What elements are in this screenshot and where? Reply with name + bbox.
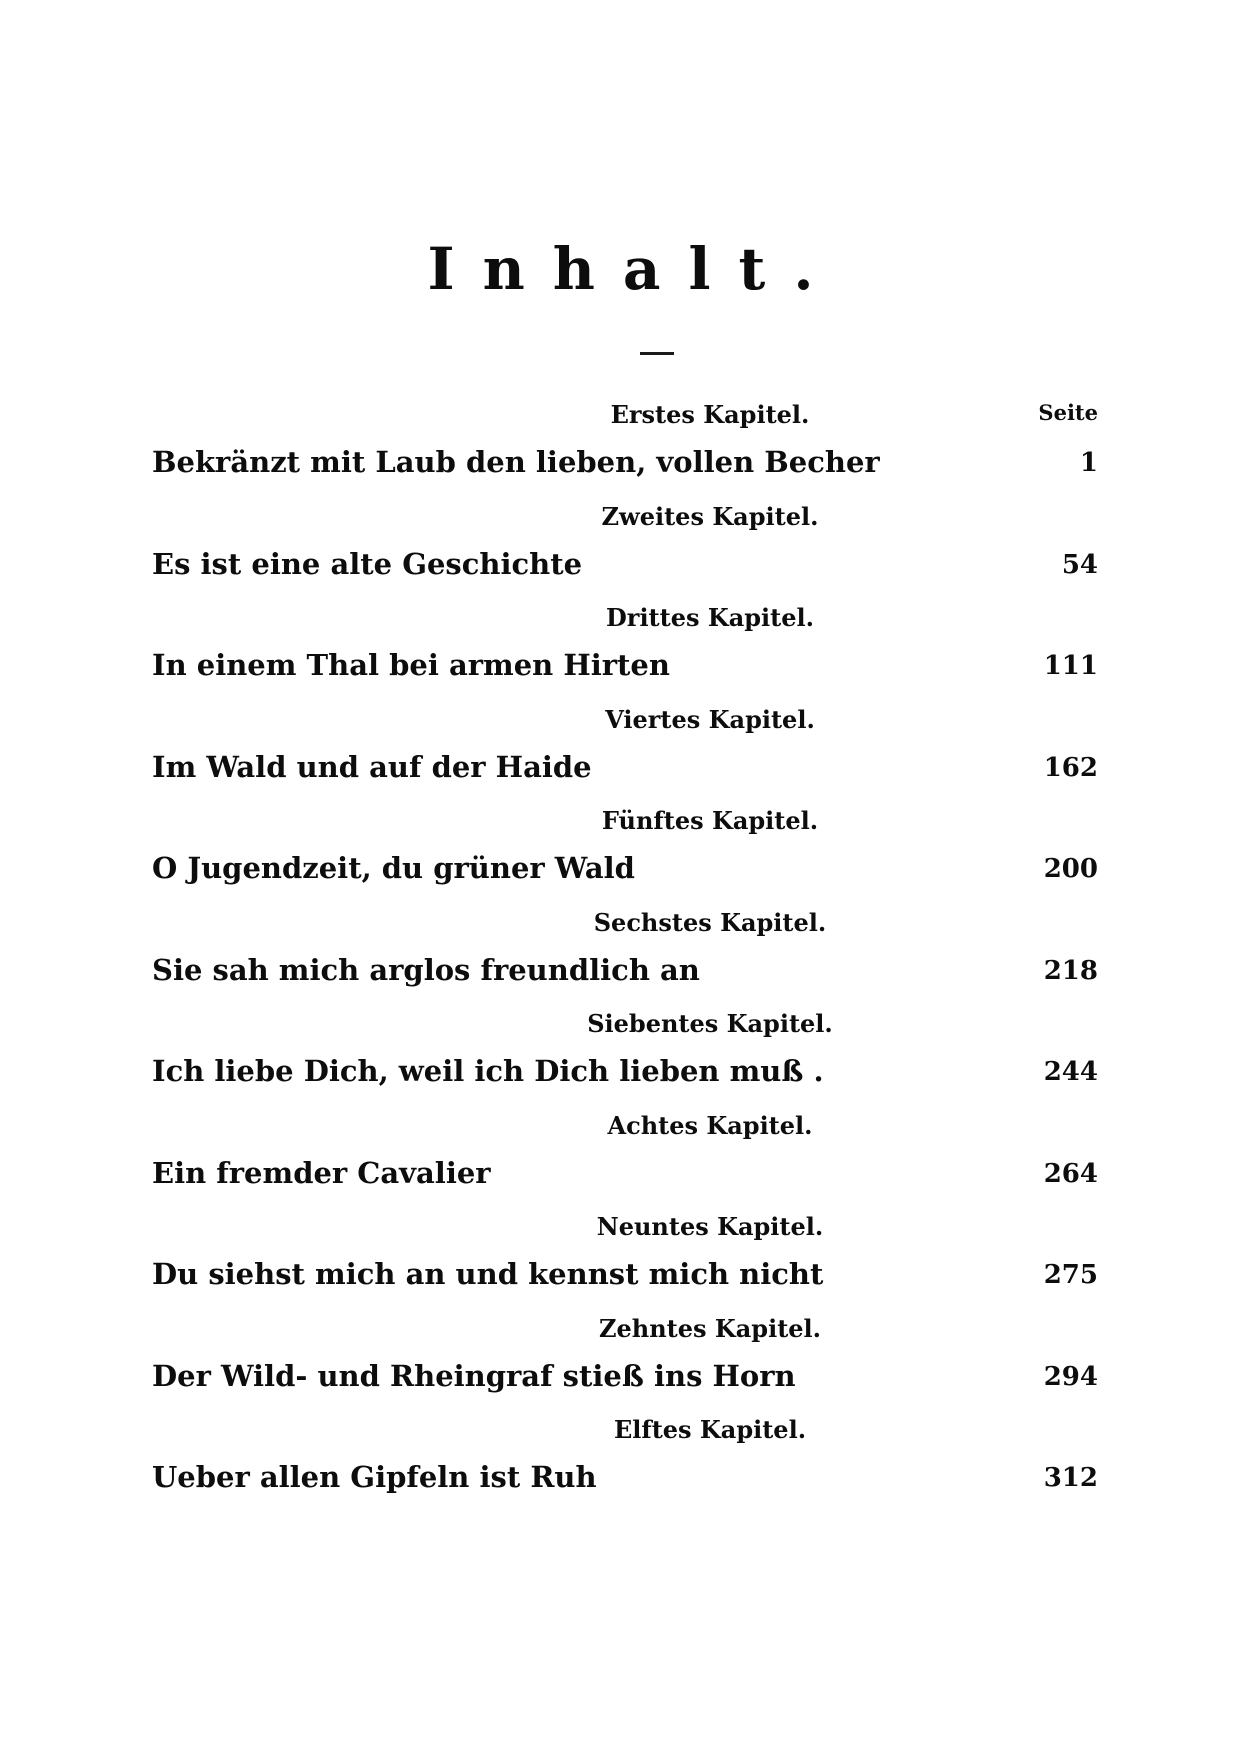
chapter-label: Zweites Kapitel. [601, 501, 819, 531]
page-column-header: Seite [1038, 400, 1098, 425]
chapter-label: Zehntes Kapitel. [598, 1313, 822, 1343]
chapter-label: Elftes Kapitel. [613, 1415, 807, 1444]
toc-entry [152, 1004, 1098, 1106]
chapter-label: Erstes Kapitel. [610, 400, 810, 429]
chapter-label: Siebentes Kapitel. [587, 1009, 833, 1038]
chapter-title: Der Wild- und Rheingraf stieß ins Horn [152, 1358, 796, 1393]
chapter-title: O Jugendzeit, du grüner Wald [152, 851, 635, 885]
page-title: Inhalt. [427, 235, 842, 303]
chapter-page-number: 294 [1043, 1361, 1098, 1392]
chapter-label: Viertes Kapitel. [605, 704, 815, 734]
chapter-title: Ein fremder Cavalier [152, 1155, 491, 1190]
chapter-label: Fünftes Kapitel. [601, 806, 819, 835]
chapter-page-number: 111 [1043, 651, 1098, 681]
chapter-title: Du siehst mich an und kennst mich nicht [152, 1257, 824, 1291]
toc-entry [152, 395, 1098, 497]
toc-entry [152, 1410, 1098, 1512]
chapter-label: Neuntes Kapitel. [596, 1212, 824, 1241]
table-of-contents [152, 395, 1098, 1512]
chapter-page-number: 312 [1043, 1463, 1098, 1493]
chapter-title: Ich liebe Dich, weil ich Dich lieben muß . [152, 1054, 824, 1088]
chapter-title: Im Wald und auf der Haide [152, 749, 592, 784]
chapter-page-number: 218 [1043, 955, 1098, 986]
toc-entry [152, 700, 1098, 802]
chapter-page-number: 275 [1043, 1260, 1098, 1290]
toc-entry [152, 801, 1098, 903]
toc-entry [152, 497, 1098, 599]
chapter-label: Achtes Kapitel. [607, 1110, 813, 1140]
chapter-label: Drittes Kapitel. [605, 603, 815, 632]
chapter-title: Bekränzt mit Laub den lieben, vollen Becher [152, 445, 880, 479]
chapter-page-number: 162 [1043, 752, 1098, 783]
toc-entry [152, 1207, 1098, 1309]
chapter-page-number: 244 [1043, 1057, 1098, 1087]
toc-entry [152, 903, 1098, 1005]
chapter-page-number: 264 [1043, 1158, 1098, 1189]
toc-entry [152, 1106, 1098, 1208]
chapter-page-number: 200 [1043, 854, 1098, 884]
chapter-label: Sechstes Kapitel. [593, 907, 827, 937]
chapter-title: Es ist eine alte Geschichte [152, 546, 583, 581]
chapter-title: In einem Thal bei armen Hirten [152, 648, 670, 682]
title-divider [640, 352, 674, 355]
toc-entry [152, 598, 1098, 700]
chapter-page-number: 1 [1079, 448, 1098, 478]
chapter-page-number: 54 [1061, 549, 1098, 580]
toc-entry [152, 1309, 1098, 1411]
chapter-title: Sie sah mich arglos freundlich an [152, 952, 700, 987]
chapter-title: Ueber allen Gipfeln ist Ruh [152, 1460, 597, 1494]
